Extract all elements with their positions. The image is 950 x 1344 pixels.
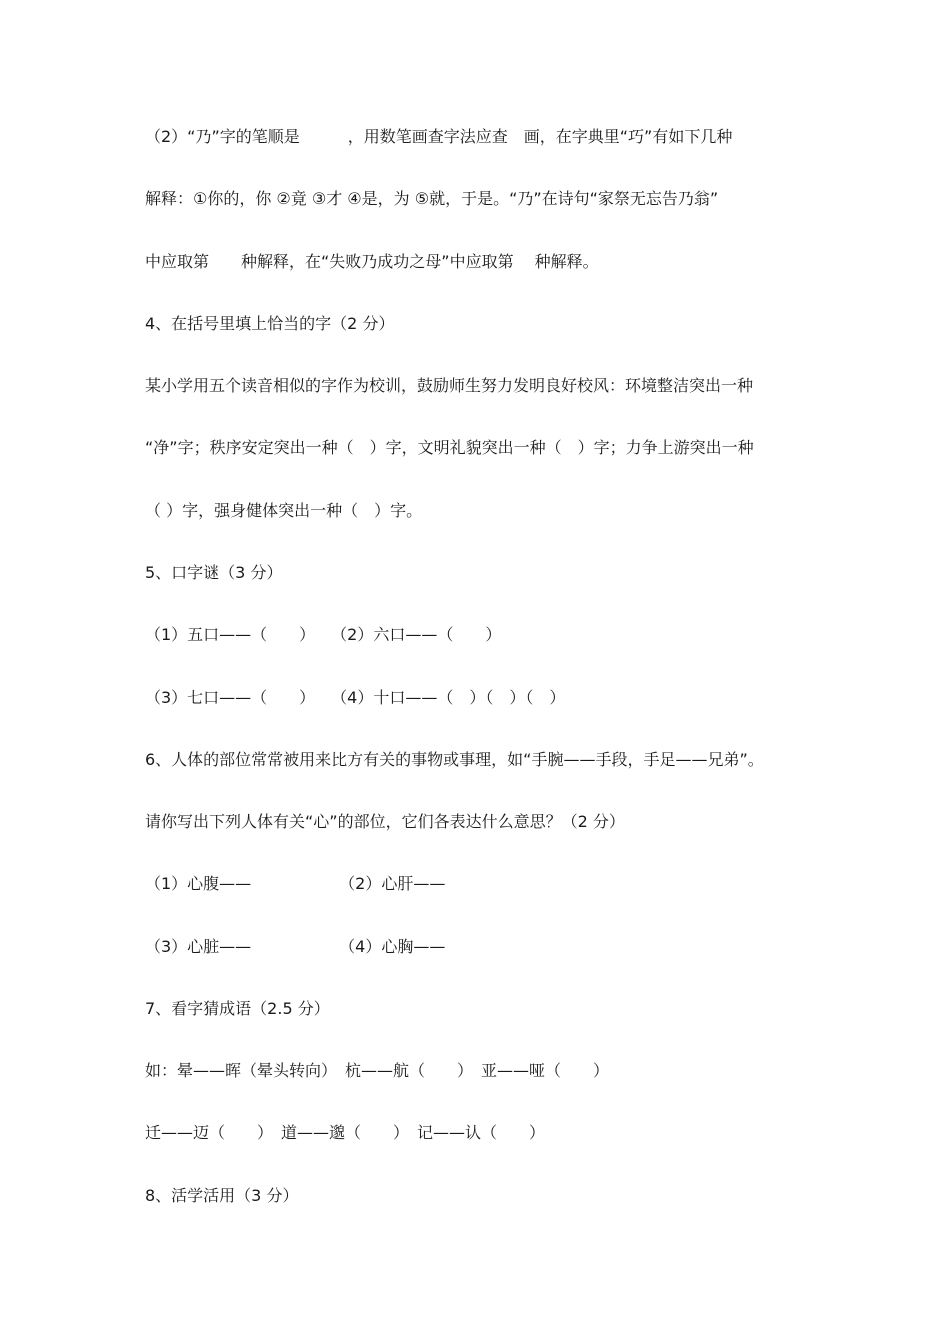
question-heading: 5、口字谜（3 分）: [145, 563, 283, 582]
text-line: （3）心脏—— （4）心胸——: [145, 937, 446, 956]
q6-text: [145, 810, 625, 834]
text-line: 如：晕——晖（晕头转向） 杭——航（ ） 亚——哑（ ）: [145, 1061, 610, 1080]
text-line: （ ）字，强身健体突出一种（ ）字。: [145, 501, 423, 520]
q3-part2-line2: [145, 187, 718, 211]
text-line: （1）五口——（ ） （2）六口——（ ）: [145, 625, 502, 644]
text-line: 迁——迈（ ） 道——邈（ ） 记——认（ ）: [145, 1123, 546, 1142]
text-line: 解释：①你的，你 ②竟 ③才 ④是，为 ⑤就，于是。“乃”在诗句“家祭无忘告乃翁”: [145, 189, 719, 208]
question-heading: 7、看字猜成语（2.5 分）: [145, 999, 330, 1018]
q6-heading: [145, 748, 764, 772]
q4-text-line1: [145, 374, 753, 398]
question-heading: 6、人体的部位常常被用来比方有关的事物或事理，如“手腕——手段，手足——兄弟”。: [145, 750, 764, 769]
q8-heading: [145, 1184, 298, 1208]
text-line: 中应取第 种解释，在“失败乃成功之母”中应取第 种解释。: [145, 252, 599, 271]
q6-row1: [145, 872, 445, 896]
q4-text-line2: [145, 436, 754, 460]
text-line: 某小学用五个读音相似的字作为校训，鼓励师生努力发明良好校风：环境整洁突出一种: [145, 376, 754, 395]
q3-part2-line3: [145, 250, 599, 274]
text-line: （2）“乃”字的笔顺是 ，用数笔画查字法应查 画，在字典里“巧”有如下几种: [145, 127, 733, 146]
text-line: 请你写出下列人体有关“心”的部位，它们各表达什么意思？（2 分）: [145, 812, 625, 831]
text-line: “净”字；秩序安定突出一种（ ）字，文明礼貌突出一种（ ）字；力争上游突出一种: [145, 438, 754, 457]
q7-heading: [145, 997, 330, 1021]
q5-row2: [145, 686, 565, 710]
q6-row2: [145, 935, 445, 959]
q5-heading: [145, 561, 282, 585]
q4-text-line3: [145, 499, 422, 523]
q7-row2: [145, 1121, 545, 1145]
q7-row1: [145, 1059, 609, 1083]
q3-part2-line1: [145, 125, 732, 149]
text-line: （3）七口——（ ） （4）十口——（ ）（ ）（ ）: [145, 688, 566, 707]
q5-row1: [145, 623, 501, 647]
text-line: （1）心腹—— （2）心肝——: [145, 874, 446, 893]
question-heading: 4、在括号里填上恰当的字（2 分）: [145, 314, 395, 333]
question-heading: 8、活学活用（3 分）: [145, 1186, 299, 1205]
q4-heading: [145, 312, 394, 336]
